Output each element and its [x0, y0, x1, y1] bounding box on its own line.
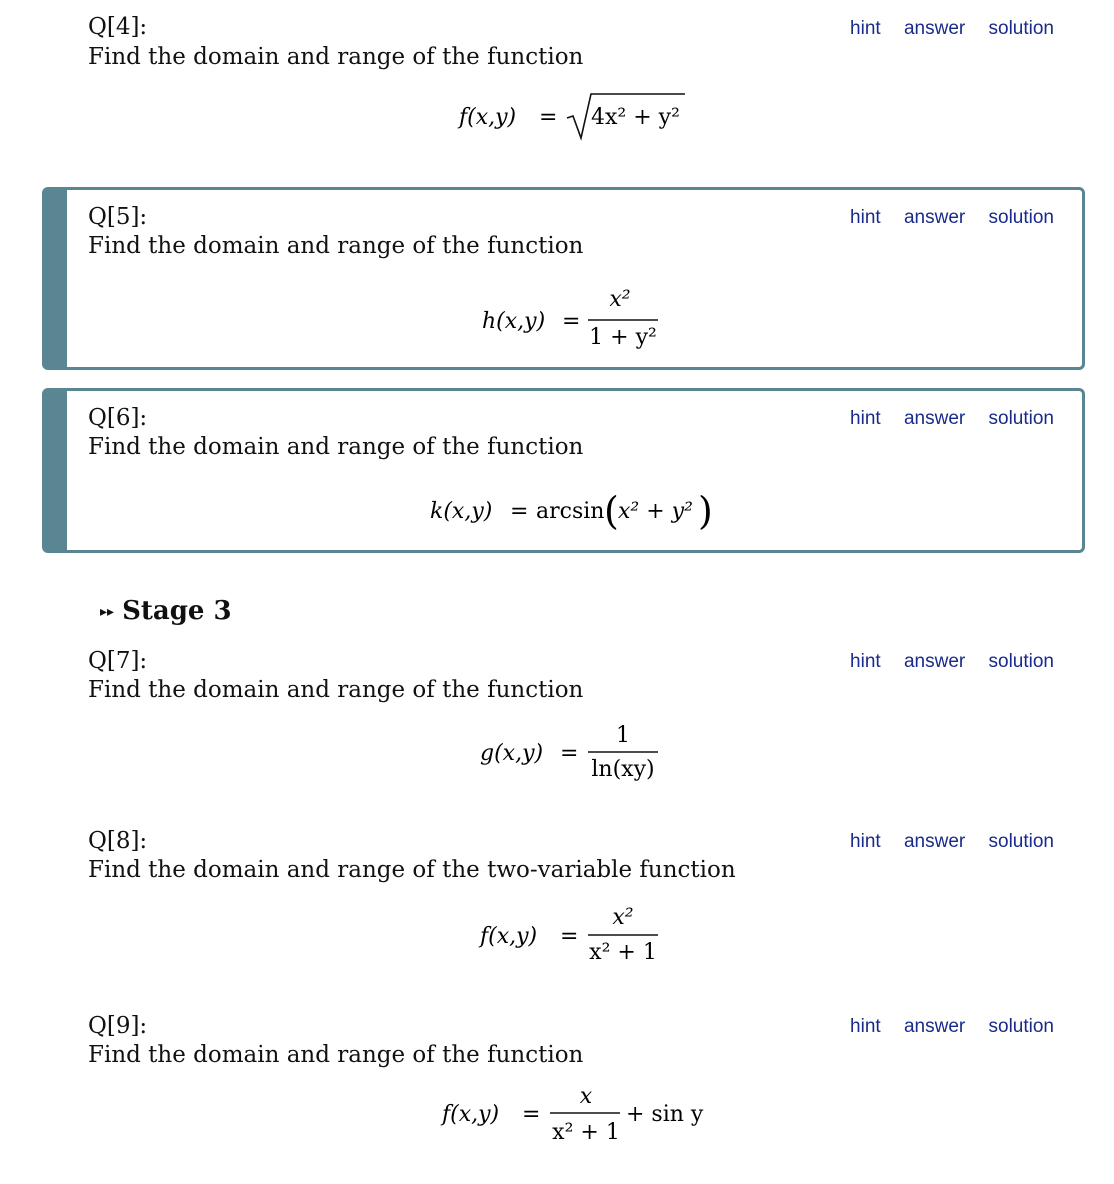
stage-title: Stage 3	[122, 596, 232, 626]
answer-link[interactable]: answer	[903, 207, 966, 228]
fraction-denominator: x² + 1	[589, 940, 657, 965]
fraction-denominator: 1 + y²	[589, 325, 657, 350]
formula-eq: =	[562, 309, 581, 334]
hint-link[interactable]: hint	[850, 18, 881, 39]
formula-lhs: f(x,y)	[442, 1102, 500, 1127]
formula-eq: =	[522, 1102, 541, 1127]
question-9	[0, 1005, 1114, 1184]
paren-close: )	[698, 489, 713, 533]
formula	[440, 1083, 720, 1153]
solution-link[interactable]: solution	[988, 831, 1054, 852]
solution-link[interactable]: solution	[988, 1016, 1054, 1037]
hint-link[interactable]: hint	[850, 831, 881, 852]
formula-radicand: 4x² + y²	[591, 105, 680, 130]
formula	[428, 484, 728, 540]
formula-eq: =	[510, 499, 529, 524]
formula	[455, 88, 695, 144]
formula-fn: arcsin	[536, 499, 605, 524]
fraction-denominator: ln(xy)	[591, 757, 655, 782]
formula	[480, 282, 680, 352]
question-label: Q[8]:	[88, 828, 148, 854]
question-links	[832, 207, 1054, 229]
question-links	[832, 831, 1054, 853]
question-text: Find the domain and range of the two-variable function	[88, 857, 736, 883]
solution-link[interactable]: solution	[988, 207, 1054, 228]
solution-link[interactable]: solution	[988, 408, 1054, 429]
paren-open: (	[604, 489, 619, 533]
fraction-numerator: x	[579, 1084, 593, 1109]
fraction-numerator: x²	[612, 905, 634, 930]
formula	[478, 720, 678, 790]
answer-link[interactable]: answer	[903, 18, 966, 39]
question-links	[832, 408, 1054, 430]
hint-link[interactable]: hint	[850, 207, 881, 228]
hint-link[interactable]: hint	[850, 1016, 881, 1037]
double-arrow-icon: ▸▸	[100, 604, 115, 620]
hint-link[interactable]: hint	[850, 408, 881, 429]
question-label: Q[9]:	[88, 1013, 148, 1039]
answer-link[interactable]: answer	[903, 408, 966, 429]
formula-tail: + sin y	[626, 1102, 704, 1127]
question-8	[0, 820, 1114, 1000]
question-label: Q[7]:	[88, 648, 148, 674]
question-label: Q[5]:	[88, 204, 148, 230]
answer-link[interactable]: answer	[903, 651, 966, 672]
formula-lhs: h(x,y)	[482, 309, 546, 334]
question-text: Find the domain and range of the function	[88, 233, 584, 259]
question-4	[0, 0, 1114, 180]
question-text: Find the domain and range of the function	[88, 1042, 584, 1068]
formula-lhs: f(x,y)	[459, 105, 517, 130]
solution-link[interactable]: solution	[988, 18, 1054, 39]
question-links	[832, 651, 1054, 673]
formula-lhs: f(x,y)	[480, 924, 538, 949]
answer-link[interactable]: answer	[903, 1016, 966, 1037]
answer-link[interactable]: answer	[903, 831, 966, 852]
stage-heading	[100, 596, 232, 626]
question-text: Find the domain and range of the function	[88, 677, 584, 703]
fraction-numerator: 1	[616, 723, 630, 748]
question-label: Q[4]:	[88, 14, 148, 40]
question-7	[0, 640, 1114, 820]
question-5	[0, 187, 1114, 370]
formula-eq: =	[560, 741, 579, 766]
formula-arg: x² + y²	[618, 499, 693, 524]
formula-lhs: k(x,y)	[430, 499, 493, 524]
question-6	[0, 388, 1114, 553]
question-links	[832, 1016, 1054, 1038]
formula-eq: =	[560, 924, 579, 949]
question-links	[832, 18, 1054, 40]
solution-link[interactable]: solution	[988, 651, 1054, 672]
question-text: Find the domain and range of the function	[88, 434, 584, 460]
question-text: Find the domain and range of the function	[88, 44, 584, 70]
hint-link[interactable]: hint	[850, 651, 881, 672]
fraction-denominator: x² + 1	[552, 1120, 620, 1145]
formula-lhs: g(x,y)	[480, 741, 544, 766]
formula-eq: =	[539, 105, 558, 130]
question-label: Q[6]:	[88, 405, 148, 431]
fraction-numerator: x²	[609, 287, 631, 312]
formula	[478, 900, 678, 970]
